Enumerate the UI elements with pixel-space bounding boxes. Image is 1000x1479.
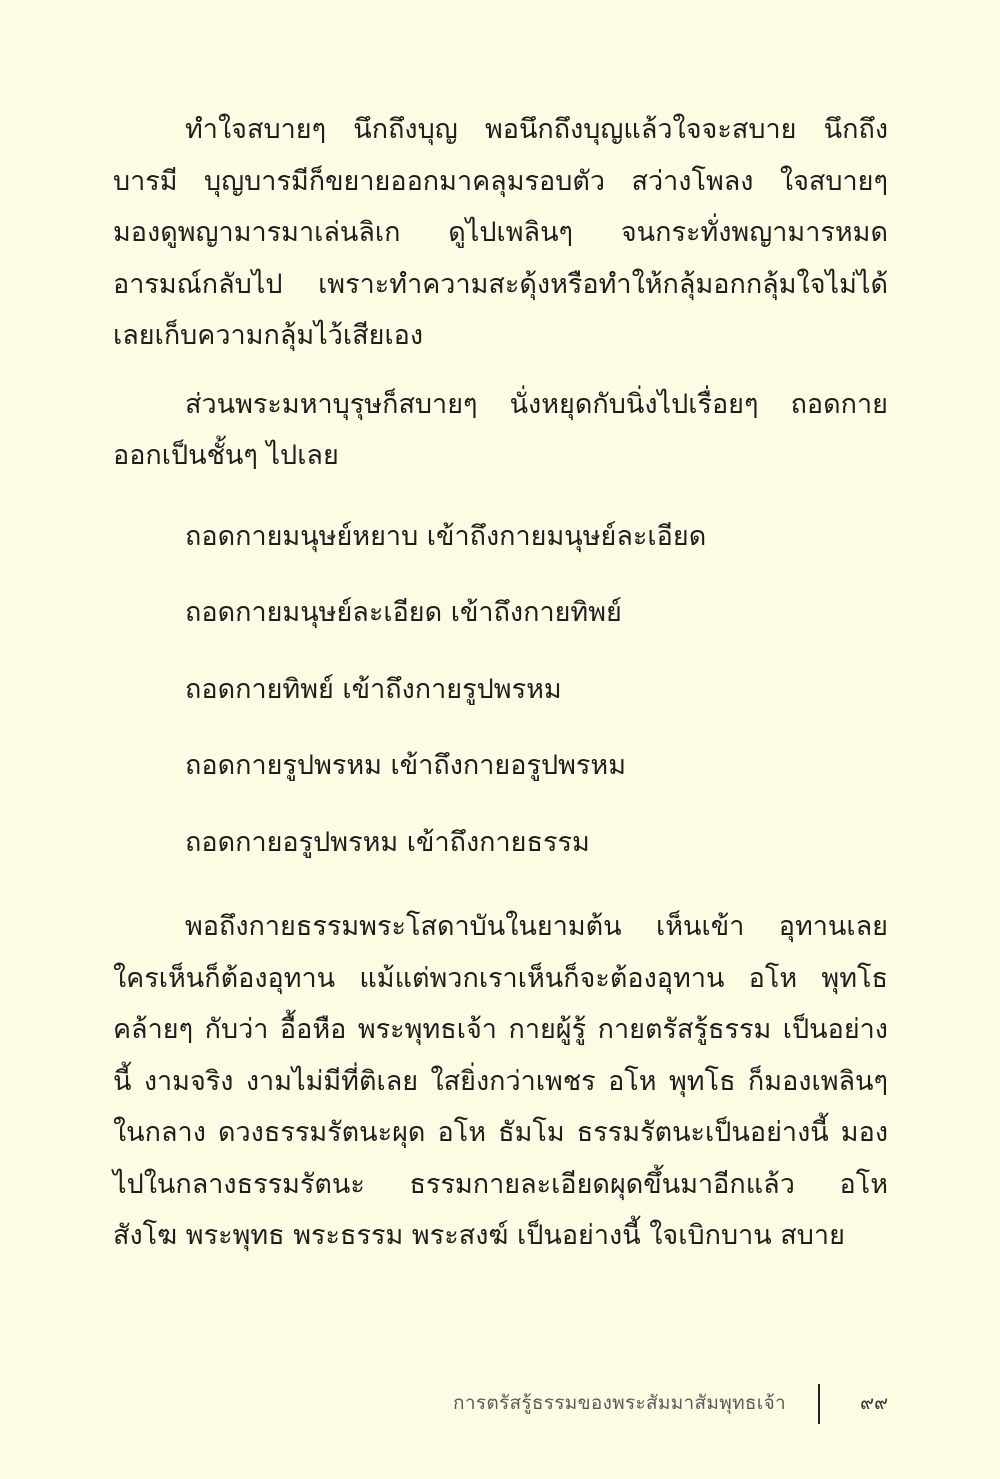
stanza-line: ถอดกายรูปพรหม เข้าถึงกายอรูปพรหม: [185, 750, 627, 781]
stanza-line: ถอดกายทิพย์ เข้าถึงกายรูปพรหม: [185, 673, 562, 705]
page-body: [113, 104, 888, 1262]
stanza-line: ถอดกายอรูปพรหม เข้าถึงกายธรรม: [185, 826, 590, 858]
stanza-line: ถอดกายมนุษย์ละเอียด เข้าถึงกายทิพย์: [185, 597, 622, 628]
stanza-line: ถอดกายมนุษย์หยาบ เข้าถึงกายมนุษย์ละเอียด: [185, 520, 707, 552]
footer-divider: [818, 1384, 820, 1424]
paragraph-1: ทำใจสบายๆ นึกถึงบุญ พอนึกถึงบุญแล้วใจจะสบาย นึกถึงบารมี บุญบารมีก็ขยายออกมาคลุมรอบตัว สว่างโพลง ใจสบายๆ มองดูพญามารมาเล่นลิเก ดูไปเพลินๆ จนกระทั่งพญามารหมดอารมณ์กลับไป เพราะทำความสะดุ้งหรือทำให้กลุ้มอกกลุ้มใจไม่ได้ เลยเก็บความกลุ้มไว้เสียเอง: [113, 114, 888, 351]
footer-book-title: การตรัสรู้ธรรมของพระสัมมาสัมพุทธเจ้า: [453, 1392, 786, 1414]
stanza-list: [185, 511, 888, 869]
page-footer: [0, 1384, 888, 1424]
page-number: ๙๙: [860, 1392, 888, 1414]
paragraph-3: พอถึงกายธรรมพระโสดาบันในยามต้น เห็นเข้า อุทานเลย ใครเห็นก็ต้องอุทาน แม้แต่พวกเราเห็นก็จะต้องอุทาน อโห พุทโธ คล้ายๆ กับว่า อื้อหือ พระพุทธเจ้า กายผู้รู้ กายตรัสรู้ธรรม เป็นอย่างนี้ งามจริง งามไม่มีที่ติเลย ใสยิ่งกว่าเพชร อโห พุทโธ ก็มองเพลินๆ ในกลาง ดวงธรรมรัตนะผุด อโห ธัมโม ธรรมรัตนะเป็นอย่างนี้ มองไปในกลางธรรมรัตนะ ธรรมกายละเอียดผุดขึ้นมาอีกแล้ว อโห สังโฆ พระพุทธ พระธรรม พระสงฆ์ เป็นอย่างนี้ ใจเบิกบาน สบาย: [113, 911, 888, 1251]
paragraph-2: ส่วนพระมหาบุรุษก็สบายๆ นั่งหยุดกับนิ่งไปเรื่อยๆ ถอดกายออกเป็นชั้นๆ ไปเลย: [113, 388, 888, 471]
